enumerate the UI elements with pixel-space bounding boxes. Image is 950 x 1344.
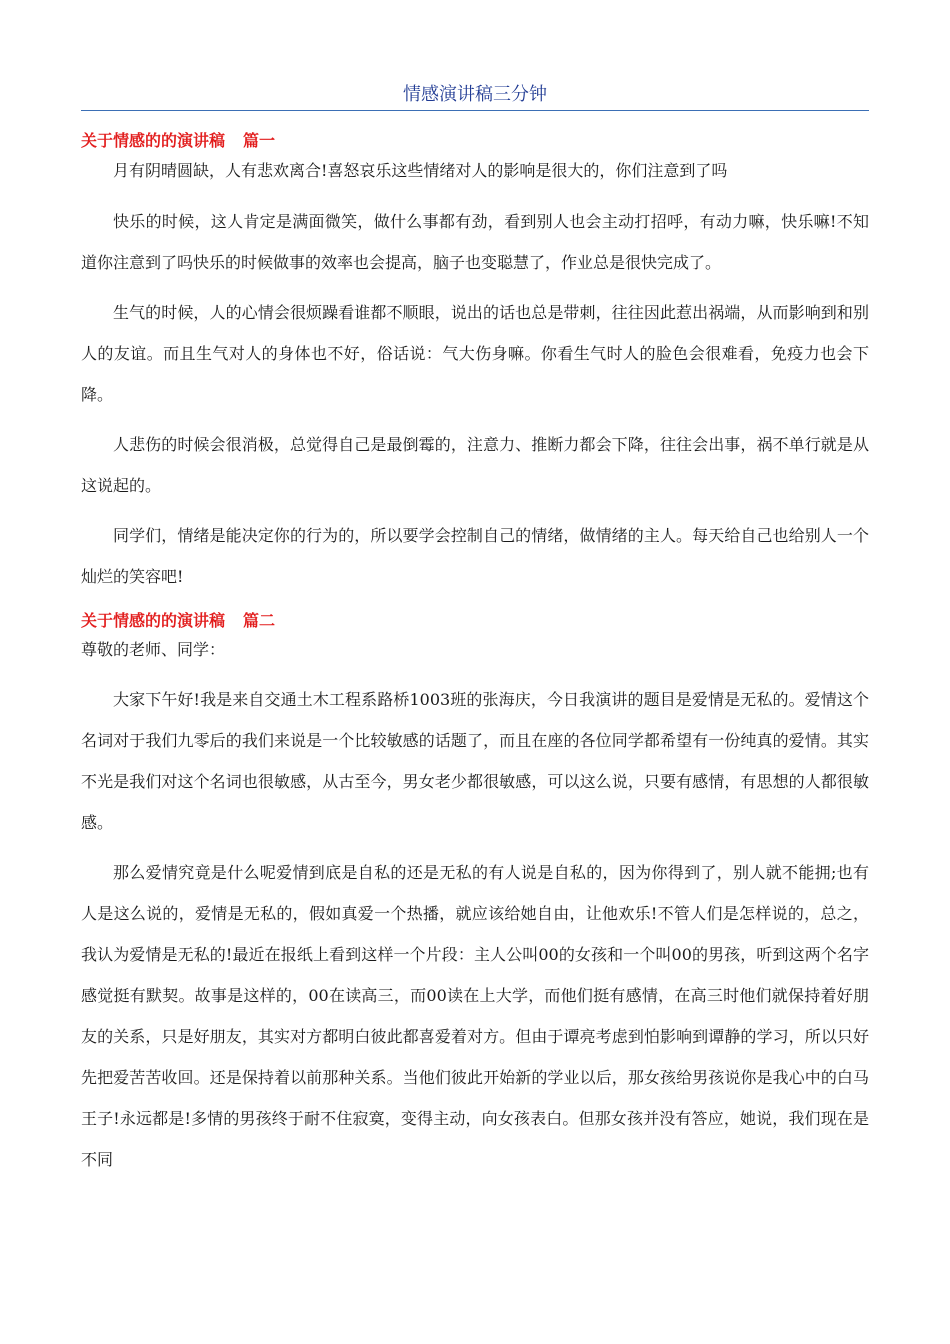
section-1-paragraph-2: 快乐的时候，这人肯定是满面微笑，做什么事都有劲，看到别人也会主动打招呼，有动力嘛，快乐嘛!不知道你注意到了吗快乐的时候做事的效率也会提高，脑子也变聪慧了，作业总是很快完成了。	[81, 212, 869, 272]
section-2-paragraph-2: 那么爱情究竟是什么呢爱情到底是自私的还是无私的有人说是自私的，因为你得到了，别人就不能拥;也有人是这么说的，爱情是无私的，假如真爱一个热播，就应该给她自由，让他欢乐!不管人们是怎样说的，总之，我认为爱情是无私的!最近在报纸上看到这样一个片段：主人公叫00的女孩和一个叫00的男孩，听到这两个名字感觉挺有默契。故事是这样的，00在读高三，而00读在上大学，而他们挺有感情，在高三时他们就保持着好朋友的关系，只是好朋友，其实对方都明白彼此都喜爱着对方。但由于谭亮考虑到怕影响到谭静的学习，所以只好先把爱苦苦收回。还是保持着以前那种关系。当他们彼此开始新的学业以后，那女孩给男孩说你是我心中的白马王子!永远都是!多情的男孩终于耐不住寂寞，变得主动，向女孩表白。但那女孩并没有答应，她说，我们现在是不同	[81, 863, 869, 1169]
section-2	[81, 607, 869, 1180]
section-1-part-label: 篇一	[243, 131, 276, 150]
section-1-paragraph-3: 生气的时候，人的心情会很烦躁看谁都不顺眼，说出的话也总是带刺，往往因此惹出祸端，从而影响到和别人的友谊。而且生气对人的身体也不好，俗话说：气大伤身嘛。你看生气时人的脸色会很难看，免疫力也会下降。	[81, 303, 869, 404]
section-1-paragraph-1: 月有阴晴圆缺，人有悲欢离合!喜怒哀乐这些情绪对人的影响是很大的，你们注意到了吗	[113, 161, 728, 180]
section-1-paragraph-4: 人悲伤的时候会很消极，总觉得自己是最倒霉的，注意力、推断力都会下降，往往会出事，祸不单行就是从这说起的。	[81, 435, 869, 495]
section-1	[81, 127, 869, 597]
section-2-greeting: 尊敬的老师、同学：	[81, 640, 226, 659]
section-2-paragraph-1: 大家下午好!我是来自交通土木工程系路桥1003班的张海庆，今日我演讲的题目是爱情是无私的。爱情这个名词对于我们九零后的我们来说是一个比较敏感的话题了，而且在座的各位同学都希望有一份纯真的爱情。其实不光是我们对这个名词也很敏感，从古至今，男女老少都很敏感，可以这么说，只要有感情，有思想的人都很敏感。	[81, 690, 869, 832]
section-2-heading	[81, 607, 869, 635]
section-1-heading	[81, 127, 869, 155]
document-title: 情感演讲稿三分钟	[81, 82, 869, 111]
section-1-heading-text: 关于情感的的演讲稿	[81, 131, 226, 150]
section-2-part-label: 篇二	[243, 611, 276, 630]
document-page	[81, 0, 869, 1180]
section-1-paragraph-5: 同学们，情绪是能决定你的行为的，所以要学会控制自己的情绪，做情绪的主人。每天给自己也给别人一个灿烂的笑容吧!	[81, 526, 869, 586]
section-2-heading-text: 关于情感的的演讲稿	[81, 611, 226, 630]
